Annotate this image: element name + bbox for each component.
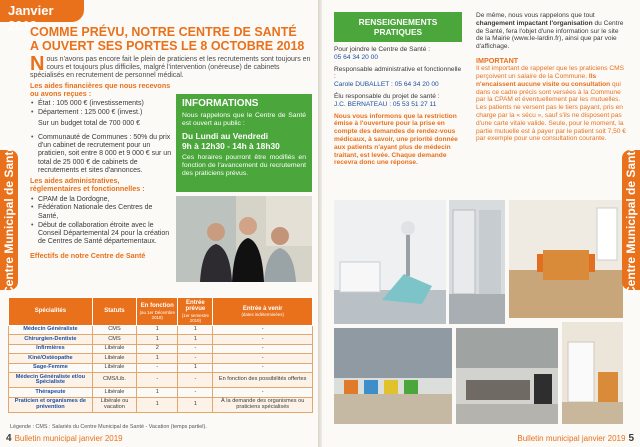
table-cell: -: [213, 354, 313, 364]
table-cell: 2: [137, 344, 178, 354]
cabinet-illustration: [562, 322, 623, 424]
table-cell: Infirmières: [9, 344, 93, 354]
table-cell: 1: [178, 325, 213, 335]
footer-right: [517, 433, 634, 444]
footer-left: [6, 433, 123, 444]
page-number-left: 4: [6, 433, 12, 444]
hours-times: 9h à 12h30 - 14h à 18h30: [182, 141, 280, 151]
effectifs-table: [8, 297, 313, 413]
important-paragraph: Il est important de rappeler que les praticiens CMS perçoivent un salaire de la Commune. Ils n'encaissent aucune visite ou consultation qui dans ce cadre précis sont versées à la Commune par la CPAM et éventuellement par les mutuelles.: [476, 65, 625, 104]
budget-total: Sur un budget total de 700 000 €: [38, 119, 140, 127]
table-cell: -: [178, 373, 213, 388]
communaute-list: [30, 134, 172, 175]
info-text: Ces horaires pourront être modifiés en fonction de l'avancement du recrutement des praticiens prévus.: [182, 154, 306, 177]
aides-admin-list: [30, 196, 172, 247]
table-row: [9, 363, 313, 373]
elu-contact: J.C. BERNATEAU : 05 53 51 27 11: [334, 100, 437, 108]
title-line-2: A OUVERT SES PORTES LE 8 OCTOBRE 2018: [30, 39, 305, 53]
table-cell: Libérale: [92, 354, 136, 364]
joindre-label: Pour joindre le Centre de Santé :: [334, 46, 431, 53]
table-cell: Kiné/Ostéopathe: [9, 354, 93, 364]
table-cell: -: [213, 325, 313, 335]
table-cell: Médecin Généraliste et/ou Spécialiste: [9, 373, 93, 388]
organisation-paragraph: De même, nous vous rappelons que tout changement impactant l'organisation du Centre de Santé, fera l'objet d'une information sur le site de la Mairie (www.le-lardin.fr), ainsi que par voie d'affichage.: [476, 12, 624, 51]
table-cell: -: [178, 344, 213, 354]
right-page: [322, 0, 640, 447]
table-row: [9, 373, 313, 388]
table-cell: Médecin Généraliste: [9, 325, 93, 335]
aides-financieres-list: [30, 100, 172, 117]
opening-hours: [182, 131, 306, 151]
meeting-room-illustration: [509, 200, 623, 318]
table-row: [9, 344, 313, 354]
footer-text-right: Bulletin municipal janvier 2019: [517, 434, 626, 443]
tiers-payant-paragraph: Les patients ne versent pas le tiers payant, pris en charge par la « sécu », sauf s'ils ne disposent pas d'une carte vitale valide. Seule, pour le moment, la partie mutuelle est à payer par le patient soit 7,50 € par exemple pour une consultation courante.: [476, 104, 626, 143]
table-cell: Sage-Femme: [9, 363, 93, 373]
footer-text-left: Bulletin municipal janvier 2019: [14, 434, 123, 443]
table-cell: Chirurgien-Dentiste: [9, 335, 93, 345]
list-item: • CPAM de la Dordogne,: [30, 196, 172, 204]
restriction-notice: Nous vous informons que la restriction émise à l'ouverture pour la prise en compte des demandes de rendez-vous médicaux, à savoir, une priorité donnée aux patients n'ayant plus de médecin traitant, est levée. Chaque demande recevra donc une réponse.: [334, 112, 458, 167]
staff-photo: [176, 196, 312, 282]
header-cell: Entrée à venir (dates indéterminées): [213, 298, 313, 326]
table-cell: Libérale: [92, 344, 136, 354]
intro-text: ous n'avons pas encore fait le plein de praticiens et les recrutements sont toujours en cours et toujours plus difficiles, malgré l'intervention (onéreuse) de cabinets spécialisés en recrutement de personnel médical.: [30, 56, 311, 80]
table-cell: -: [178, 354, 213, 364]
table-cell: CMS: [92, 335, 136, 345]
title-line-1: COMME PRÉVU, NOTRE CENTRE DE SANTÉ: [30, 25, 297, 39]
list-item: • Fédération Nationale des Centres de Santé,: [30, 204, 172, 221]
table-cell: CMS: [92, 325, 136, 335]
aides-financieres-heading: Les aides financières que nous recevons ou avons reçues :: [30, 81, 171, 99]
page-number-right: 5: [628, 433, 634, 444]
table-cell: -: [137, 373, 178, 388]
table-cell: -: [213, 363, 313, 373]
table-row: [9, 354, 313, 364]
aides-admin-heading: Les aides administratives, réglementaires et fonctionnelles :: [30, 176, 145, 194]
table-cell: CMS/Lib.: [92, 373, 136, 388]
table-cell: -: [213, 344, 313, 354]
table-header-row: [9, 298, 313, 326]
list-item: • État : 105 000 € (investissements): [30, 100, 172, 108]
table-cell: Libérale ou vacation: [92, 397, 136, 412]
info-title: INFORMATIONS: [182, 98, 259, 109]
contacts-column: [334, 46, 464, 167]
info-intro: Nous rappelons que le Centre de Santé est ouvert au public :: [182, 112, 306, 127]
side-band-left: [0, 144, 18, 296]
drop-cap: N: [30, 53, 45, 75]
header-cell: Statuts: [92, 298, 136, 326]
staff-photo-illustration: [176, 196, 312, 282]
corridor-illustration: [449, 200, 505, 324]
table-cell: 1: [137, 325, 178, 335]
meeting-room-photo: [509, 200, 623, 318]
list-item: • Communauté de Communes : 50% du prix d'un cabinet de recrutement pour un praticien, soit entre 8 000 et 9 000 € sur un total de 25 000 € de cabinets de recrutements et sites d'annonces.: [30, 134, 172, 175]
table-row: [9, 388, 313, 398]
table-row: [9, 335, 313, 345]
list-item: • Début de collaboration étroite avec le Conseil Départemental 24 pour la création de Centres de Santé départementaux.: [30, 222, 172, 247]
effectifs-heading: Effectifs de notre Centre de Santé: [30, 251, 146, 261]
month-tab: Janvier 2019: [0, 0, 84, 22]
responsable-contact: Carole DUBALLET : 05 64 34 20 00: [334, 81, 439, 89]
table-cell: À la demande des organismes ou praticiens spécialisés: [213, 397, 313, 412]
dental-room-illustration: [334, 200, 446, 324]
side-label-left: Centre Municipal de Santé: [2, 144, 16, 296]
table-cell: 1: [178, 397, 213, 412]
header-cell: Spécialités: [9, 298, 93, 326]
table-cell: -: [178, 388, 213, 398]
table-cell: 1: [137, 335, 178, 345]
table-cell: 1: [137, 388, 178, 398]
table-cell: Thérapeute: [9, 388, 93, 398]
responsable-label: Responsable administrative et fonctionnelle :: [334, 65, 462, 81]
info-column: [476, 12, 626, 143]
dental-room-photo: [334, 200, 446, 324]
hours-days: Du Lundi au Vendredi: [182, 131, 269, 141]
table-row: [9, 325, 313, 335]
corridor-photo: [449, 200, 505, 324]
article-title: [30, 25, 310, 53]
office-photo: [456, 328, 558, 424]
list-item: • Département : 125 000 € (invest.): [30, 109, 172, 117]
header-cell: En fonction (au 1er Décembre 2018): [137, 298, 178, 326]
cabinet-photo: [562, 322, 623, 424]
table-cell: Libérale: [92, 388, 136, 398]
side-label-right: Centre Municipal de Santé: [624, 144, 638, 296]
intro-paragraph: [30, 53, 312, 81]
table-cell: -: [137, 363, 178, 373]
office-illustration: [456, 328, 558, 424]
table-cell: En fonction des possibilités offertes: [213, 373, 313, 388]
table-cell: 1: [137, 397, 178, 412]
joindre-phone: 05 64 34 20 00: [334, 53, 378, 61]
table-cell: 1: [178, 335, 213, 345]
table-cell: Libérale: [92, 363, 136, 373]
waiting-room-photo: [334, 328, 452, 424]
info-box: [176, 94, 312, 192]
renseignements-heading: RENSEIGNEMENTS PRATIQUES: [334, 12, 462, 42]
aides-column: [30, 82, 172, 261]
left-page: [0, 0, 318, 447]
important-heading: IMPORTANT: [476, 55, 519, 65]
elu-label: Élu responsable du projet de santé :: [334, 92, 440, 100]
table-legend: Légende : CMS : Salariés du Centre Municipal de Santé - Vacation (temps partiel).: [10, 424, 207, 430]
side-band-right: [622, 144, 640, 296]
table-cell: 1: [178, 363, 213, 373]
waiting-room-illustration: [334, 328, 452, 424]
header-cell: Entrée prévue (1er semestre 2019): [178, 298, 213, 326]
table-cell: -: [213, 335, 313, 345]
table-row: [9, 397, 313, 412]
table-cell: -: [213, 388, 313, 398]
table-cell: 1: [137, 354, 178, 364]
table-cell: Praticien et organismes de prévention: [9, 397, 93, 412]
